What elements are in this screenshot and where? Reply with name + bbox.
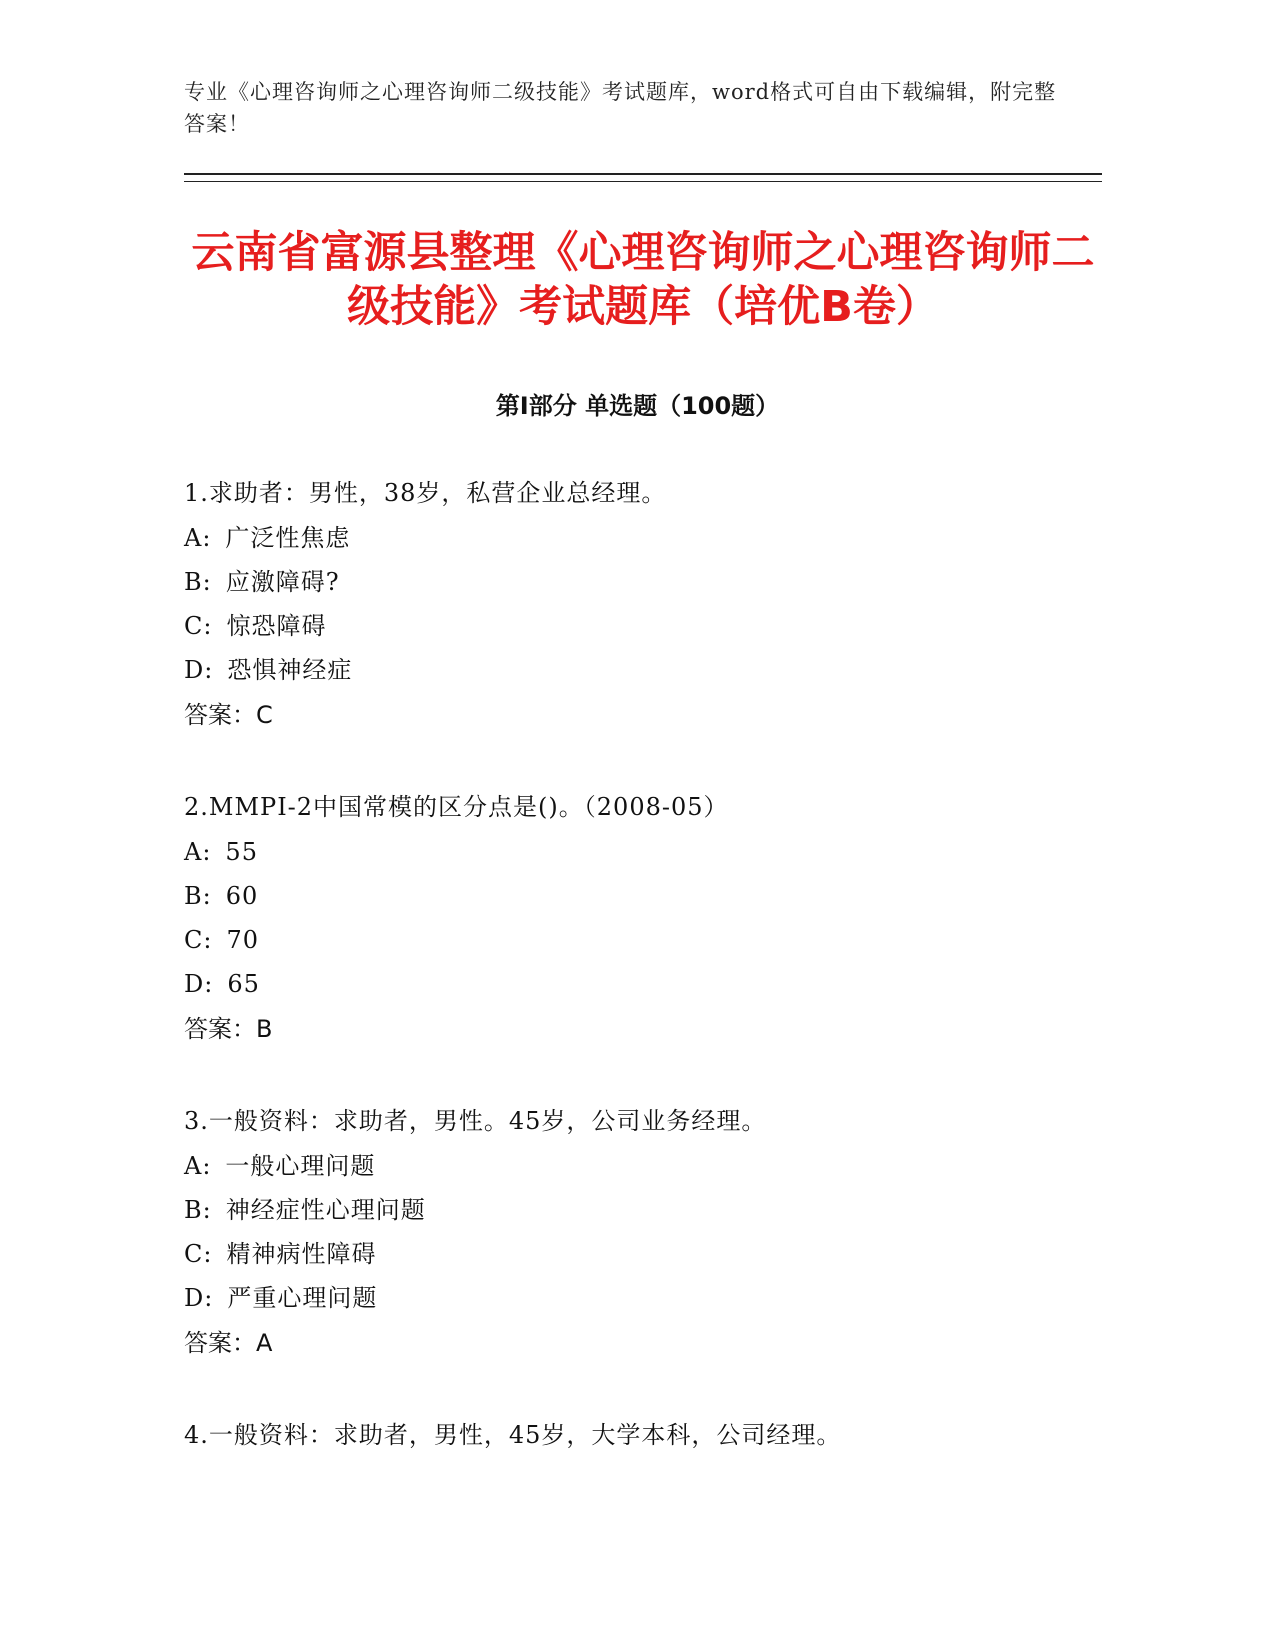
- section-title: 第Ⅰ部分 单选题（100题）: [495, 392, 780, 420]
- option-text: 60: [225, 882, 259, 910]
- answer-label: 答案：: [184, 1329, 256, 1357]
- option-line: [184, 830, 1102, 874]
- option-line: [184, 962, 1102, 1006]
- question-item: [184, 1412, 1102, 1458]
- question-item: [184, 1098, 1102, 1366]
- answer-label: 答案：: [184, 1015, 256, 1043]
- option-line: [184, 1188, 1102, 1232]
- option-key: B:: [184, 568, 212, 596]
- answer-value: B: [256, 1015, 273, 1043]
- option-key: D:: [184, 970, 214, 998]
- option-text: 神经症性心理问题: [225, 1196, 426, 1224]
- option-line: [184, 874, 1102, 918]
- answer-line: [184, 1006, 1102, 1052]
- option-key: A:: [184, 838, 212, 866]
- option-line: [184, 604, 1102, 648]
- question-stem: 3.一般资料：求助者，男性。45岁，公司业务经理。: [184, 1107, 767, 1135]
- option-text: 65: [227, 970, 260, 998]
- question-item: [184, 784, 1102, 1052]
- option-text: 恐惧神经症: [227, 656, 353, 684]
- option-key: C:: [184, 926, 213, 954]
- option-line: [184, 560, 1102, 604]
- option-text: 应激障碍?: [225, 568, 340, 596]
- option-line: [184, 648, 1102, 692]
- option-key: B:: [184, 1196, 212, 1224]
- document-title: 云南省富源县整理《心理咨询师之心理咨询师二级技能》考试题库（培优B卷）: [191, 228, 1095, 332]
- option-line: [184, 1144, 1102, 1188]
- option-line: [184, 1276, 1102, 1320]
- question-stem: 1.求助者：男性，38岁，私营企业总经理。: [184, 479, 667, 507]
- header-note: 专业《心理咨询师之心理咨询师二级技能》考试题库，word格式可自由下载编辑，附完整答案！: [184, 80, 1057, 136]
- option-key: B:: [184, 882, 212, 910]
- answer-line: [184, 692, 1102, 738]
- option-text: 精神病性障碍: [226, 1240, 377, 1268]
- option-key: A:: [184, 1152, 212, 1180]
- answer-value: A: [256, 1329, 273, 1357]
- question-stem: 2.MMPI-2中国常模的区分点是()。（2008-05）: [184, 793, 729, 821]
- option-text: 惊恐障碍: [226, 612, 327, 640]
- header-rule-thin: [184, 181, 1102, 182]
- answer-label: 答案：: [184, 701, 256, 729]
- header-rule-thick: [184, 173, 1102, 175]
- option-text: 70: [226, 926, 259, 954]
- question-list: [184, 470, 1102, 1504]
- option-text: 一般心理问题: [225, 1152, 376, 1180]
- option-key: C:: [184, 1240, 213, 1268]
- answer-line: [184, 1320, 1102, 1366]
- answer-value: C: [256, 701, 273, 729]
- option-text: 55: [225, 838, 258, 866]
- question-stem: 4.一般资料：求助者，男性，45岁，大学本科，公司经理。: [184, 1421, 842, 1449]
- option-text: 广泛性焦虑: [225, 524, 351, 552]
- option-key: D:: [184, 1284, 214, 1312]
- option-text: 严重心理问题: [227, 1284, 378, 1312]
- option-line: [184, 516, 1102, 560]
- option-line: [184, 918, 1102, 962]
- option-line: [184, 1232, 1102, 1276]
- option-key: D:: [184, 656, 214, 684]
- option-key: A:: [184, 524, 212, 552]
- option-key: C:: [184, 612, 213, 640]
- question-item: [184, 470, 1102, 738]
